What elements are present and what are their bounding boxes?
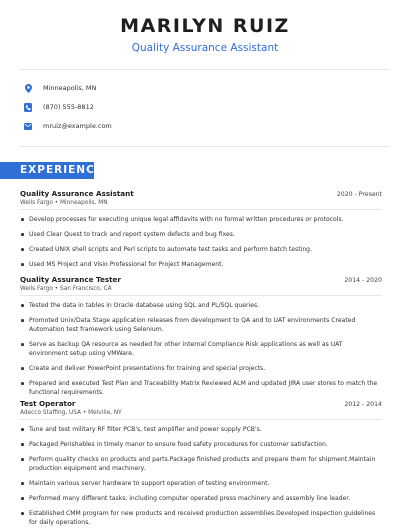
job-dates: 2020 - Present — [336, 191, 382, 198]
job-title: Test Operator — [20, 399, 76, 408]
job-divider — [20, 419, 382, 420]
bullet-item: Performed many different tasks, including computer operated press machinery and assembly line leader. — [20, 494, 382, 503]
bullet-item: Established CMM program for new products and received production assemblies.Developed inspection guidelines for daily operations. — [20, 509, 382, 527]
resume-header — [0, 14, 410, 55]
job-location: Minneapolis, MN — [60, 200, 108, 206]
location-text: Minneapolis, MN — [43, 84, 97, 92]
candidate-name: MARILYN RUIZ — [120, 15, 290, 37]
contact-email — [24, 120, 112, 132]
location-pin-icon — [24, 83, 32, 93]
job-company-line: Adecco Staffing, USA • Melville, NY — [20, 410, 122, 416]
bullet-item: Packaged Perishables in timely manor to ensure food safety procedures for customer satisfaction. — [20, 440, 382, 449]
job-bullets — [20, 425, 382, 527]
job-company-line: Wells Fargo • San Francisco, CA — [20, 286, 112, 292]
bullet-item: Prepared and executed Test Plan and Traceability Matrix Reviewed ALM and updated JIRA user stores to match the functional requirements. — [20, 379, 382, 397]
job-entry — [20, 275, 382, 403]
job-bullets — [20, 301, 382, 397]
job-entry — [20, 189, 382, 275]
contact-phone — [24, 101, 112, 113]
phone-icon — [24, 102, 32, 112]
email-icon — [24, 121, 32, 131]
bullet-item: Used Clear Quest to track and report system defects and bug fixes. — [20, 230, 382, 239]
job-divider — [20, 209, 382, 210]
bullet-item: Maintain various server hardware to support operation of testing environment. — [20, 479, 382, 488]
bullet-item: Develop processes for executing unique legal affidavits with no formal written procedures or protocols. — [20, 215, 382, 224]
contact-location — [24, 82, 112, 94]
job-title: Quality Assurance Tester — [20, 275, 121, 284]
bullet-item: Create and deliver PowerPoint presentations for training and special projects. — [20, 364, 382, 373]
job-entry — [20, 399, 382, 530]
phone-text: (870) 555-8812 — [43, 103, 94, 111]
bullet-item: Tested the data in tables in Oracle database using SQL and PL/SQL queries. — [20, 301, 382, 310]
contact-divider — [20, 146, 390, 147]
bullet-item: Tune and test military RF filter PCB's, test amplifier and power supply PCB's. — [20, 425, 382, 434]
job-title: Quality Assurance Assistant — [20, 189, 134, 198]
job-dates: 2012 - 2014 — [344, 401, 382, 408]
job-company-line: Wells Fargo • Minneapolis, MN — [20, 200, 108, 206]
section-title-experience: EXPERIENCE — [20, 164, 103, 176]
job-location: San Francisco, CA — [60, 286, 112, 292]
job-company: Adecco Staffing, USA — [20, 410, 82, 416]
candidate-role: Quality Assurance Assistant — [131, 42, 279, 54]
job-dates: 2014 - 2020 — [344, 277, 382, 284]
bullet-item: Promoted Unix/Data Stage application releases from development to QA and to UAT environments Created Automation test framework using Selenium. — [20, 316, 382, 334]
header-divider — [20, 69, 390, 70]
job-location: Melville, NY — [88, 410, 122, 416]
job-divider — [20, 295, 382, 296]
job-bullets — [20, 215, 382, 269]
contact-list — [24, 82, 112, 138]
bullet-item: Perform quality checks on products and parts.Package finished products and prepare them for shipment.Maintain production equipment and machinery. — [20, 455, 382, 473]
bullet-item: Created UNIX shell scripts and Perl scripts to automate test tasks and perform batch testing. — [20, 245, 382, 254]
job-company: Wells Fargo — [20, 200, 53, 206]
bullet-item: Serve as backup QA resource as needed for other internal Compliance Risk applications as well as UAT environment setup using VMWare. — [20, 340, 382, 358]
email-text: mruiz@example.com — [43, 122, 112, 130]
job-company: Wells Fargo — [20, 286, 53, 292]
bullet-item: Used MS Project and Visio Professional for Project Management. — [20, 260, 382, 269]
